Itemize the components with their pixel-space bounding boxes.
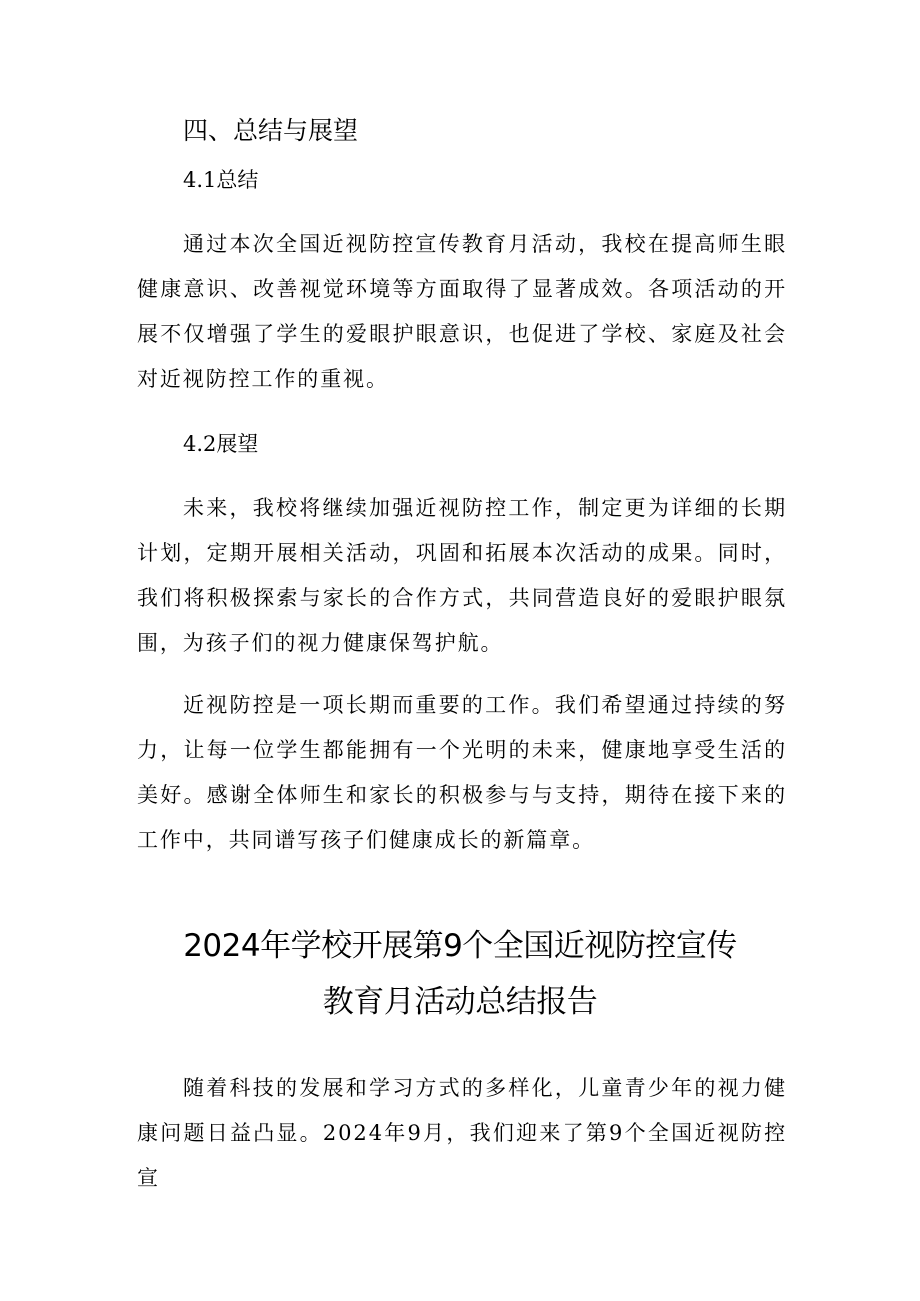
summary-subheading: 4.1总结 bbox=[183, 168, 259, 192]
closing-paragraph: 近视防控是一项长期而重要的工作。我们希望通过持续的努力，让每一位学生都能拥有一个光明的未来，健康地享受生活的美好。感谢全体师生和家长的积极参与与支持，期待在接下来的工作中，共同谱写孩子们健康成长的新篇章。 bbox=[137, 693, 787, 852]
summary-paragraph: 通过本次全国近视防控宣传教育月活动，我校在提高师生眼健康意识、改善视觉环境等方面取得了显著成效。各项活动的开展不仅增强了学生的爱眼护眼意识，也促进了学校、家庭及社会对近视防控工作的重视。 bbox=[137, 232, 787, 391]
report-title-line-2: 教育月活动总结报告 bbox=[322, 984, 598, 1020]
outlook-subheading: 4.2展望 bbox=[183, 432, 259, 456]
report-title-line-1: 2024年学校开展第9个全国近视防控宣传 bbox=[183, 928, 737, 964]
outlook-paragraph: 未来，我校将继续加强近视防控工作，制定更为详细的长期计划，定期开展相关活动，巩固和拓展本次活动的成果。同时，我们将积极探索与家长的合作方式，共同营造良好的爱眼护眼氛围，为孩子们的视力健康保驾护航。 bbox=[137, 496, 787, 655]
report-title bbox=[120, 918, 800, 1030]
report-intro-paragraph: 随着科技的发展和学习方式的多样化，儿童青少年的视力健康问题日益凸显。2024年9月，我们迎来了第9个全国近视防控宣 bbox=[137, 1076, 787, 1190]
section-heading: 四、总结与展望 bbox=[183, 116, 359, 145]
